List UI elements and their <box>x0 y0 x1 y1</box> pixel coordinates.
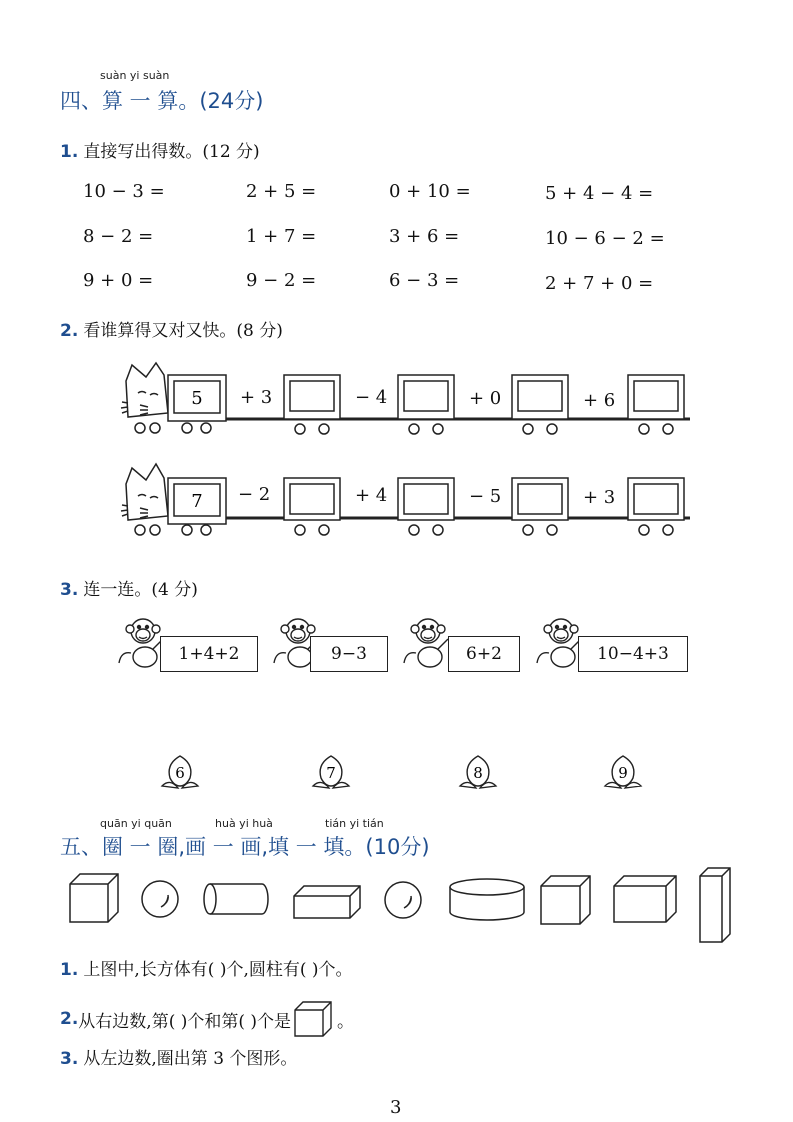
question-3 <box>60 575 198 600</box>
equation: 6 − 3 = <box>389 270 460 291</box>
train-2 <box>0 458 793 548</box>
expression-card[interactable]: 1+4+2 <box>160 636 258 672</box>
question-text: 看谁算得又对又快。(8 分) <box>83 321 283 341</box>
operation: + 3 <box>583 487 616 508</box>
equation: 3 + 6 = <box>389 226 460 247</box>
question-text: 从左边数,圈出第 3 个图形。 <box>83 1049 298 1069</box>
expression-card[interactable]: 9−3 <box>310 636 388 672</box>
section5-pinyin: huà yi huà <box>215 817 273 830</box>
cuboid-icon[interactable] <box>294 886 360 918</box>
wagon <box>628 375 684 434</box>
operation: − 4 <box>355 387 388 408</box>
shapes-row <box>0 862 793 946</box>
operation: + 6 <box>583 390 616 411</box>
peach-number: 6 <box>175 764 185 782</box>
operation: + 3 <box>240 387 273 408</box>
peach-number: 7 <box>326 764 336 782</box>
expression-card[interactable]: 10−4+3 <box>578 636 688 672</box>
equation: 0 + 10 = <box>389 181 471 202</box>
cat-head-icon <box>121 464 168 520</box>
question-number: 3. <box>60 1049 79 1069</box>
peach-icon[interactable] <box>158 752 202 792</box>
cuboid-icon[interactable] <box>614 876 676 922</box>
question-text: 直接写出得数。(12 分) <box>83 142 260 162</box>
section5-title: 五、圈 一 圈,画 一 画,填 一 填。(10分) <box>60 835 430 859</box>
equation: 1 + 7 = <box>246 226 317 247</box>
wagon <box>284 375 340 434</box>
equation: 10 − 3 = <box>83 181 165 202</box>
locomotive-wheels <box>135 423 211 433</box>
sphere-icon[interactable] <box>385 882 421 918</box>
peach-number: 9 <box>618 764 628 782</box>
wagon <box>398 375 454 434</box>
section5-question-1 <box>60 955 353 980</box>
locomotive-wheels <box>135 525 211 535</box>
operation: + 0 <box>469 388 502 409</box>
question-text: 连一连。(4 分) <box>83 580 198 600</box>
wagon <box>512 375 568 434</box>
operation: + 4 <box>355 485 388 506</box>
sphere-icon[interactable] <box>142 881 178 917</box>
operation: − 2 <box>238 484 271 505</box>
wagon <box>628 478 684 535</box>
wagon <box>512 478 568 535</box>
expression-card[interactable]: 6+2 <box>448 636 520 672</box>
equation: 10 − 6 − 2 = <box>545 228 665 249</box>
question-number: 2. <box>60 1009 79 1029</box>
section5-question-2 <box>60 1000 354 1038</box>
section5-question-3 <box>60 1044 297 1069</box>
train-1 <box>0 355 793 445</box>
cylinder-icon[interactable] <box>204 884 268 914</box>
section5-pinyin: quān yi quān <box>100 817 172 830</box>
operation: − 5 <box>469 486 502 507</box>
wagon <box>284 478 340 535</box>
page-number: 3 <box>390 1097 402 1118</box>
question-text: 。 <box>337 1011 355 1032</box>
cuboid-icon[interactable] <box>700 868 730 942</box>
equation: 9 + 0 = <box>83 270 154 291</box>
peach-icon[interactable] <box>601 752 645 792</box>
peach-number: 8 <box>473 764 483 782</box>
peach-icon[interactable] <box>309 752 353 792</box>
cat-head-icon <box>121 363 168 417</box>
question-text: 上图中,长方体有( )个,圆柱有( )个。 <box>83 960 353 980</box>
cube-icon[interactable] <box>541 876 590 924</box>
question-text: 从右边数,第( )个和第( )个是 <box>78 1011 292 1032</box>
peach-icon[interactable] <box>456 752 500 792</box>
question-2 <box>60 316 283 341</box>
equation: 8 − 2 = <box>83 226 154 247</box>
wagon <box>398 478 454 535</box>
question-1 <box>60 137 260 162</box>
equation: 5 + 4 − 4 = <box>545 183 654 204</box>
question-number: 1. <box>60 960 79 980</box>
cube-icon[interactable] <box>70 874 118 922</box>
cube-icon <box>293 1000 335 1038</box>
start-number: 5 <box>191 388 203 409</box>
cylinder-icon[interactable] <box>450 879 524 920</box>
question-number: 1. <box>60 142 79 162</box>
question-number: 2. <box>60 321 79 341</box>
section5-pinyin: tián yi tián <box>325 817 384 830</box>
start-number: 7 <box>191 491 203 512</box>
section4-pinyin: suàn yi suàn <box>100 69 170 82</box>
equation: 2 + 7 + 0 = <box>545 273 654 294</box>
equation: 9 − 2 = <box>246 270 317 291</box>
equation: 2 + 5 = <box>246 181 317 202</box>
question-number: 3. <box>60 580 79 600</box>
section4-title: 四、算 一 算。(24分) <box>60 89 264 113</box>
